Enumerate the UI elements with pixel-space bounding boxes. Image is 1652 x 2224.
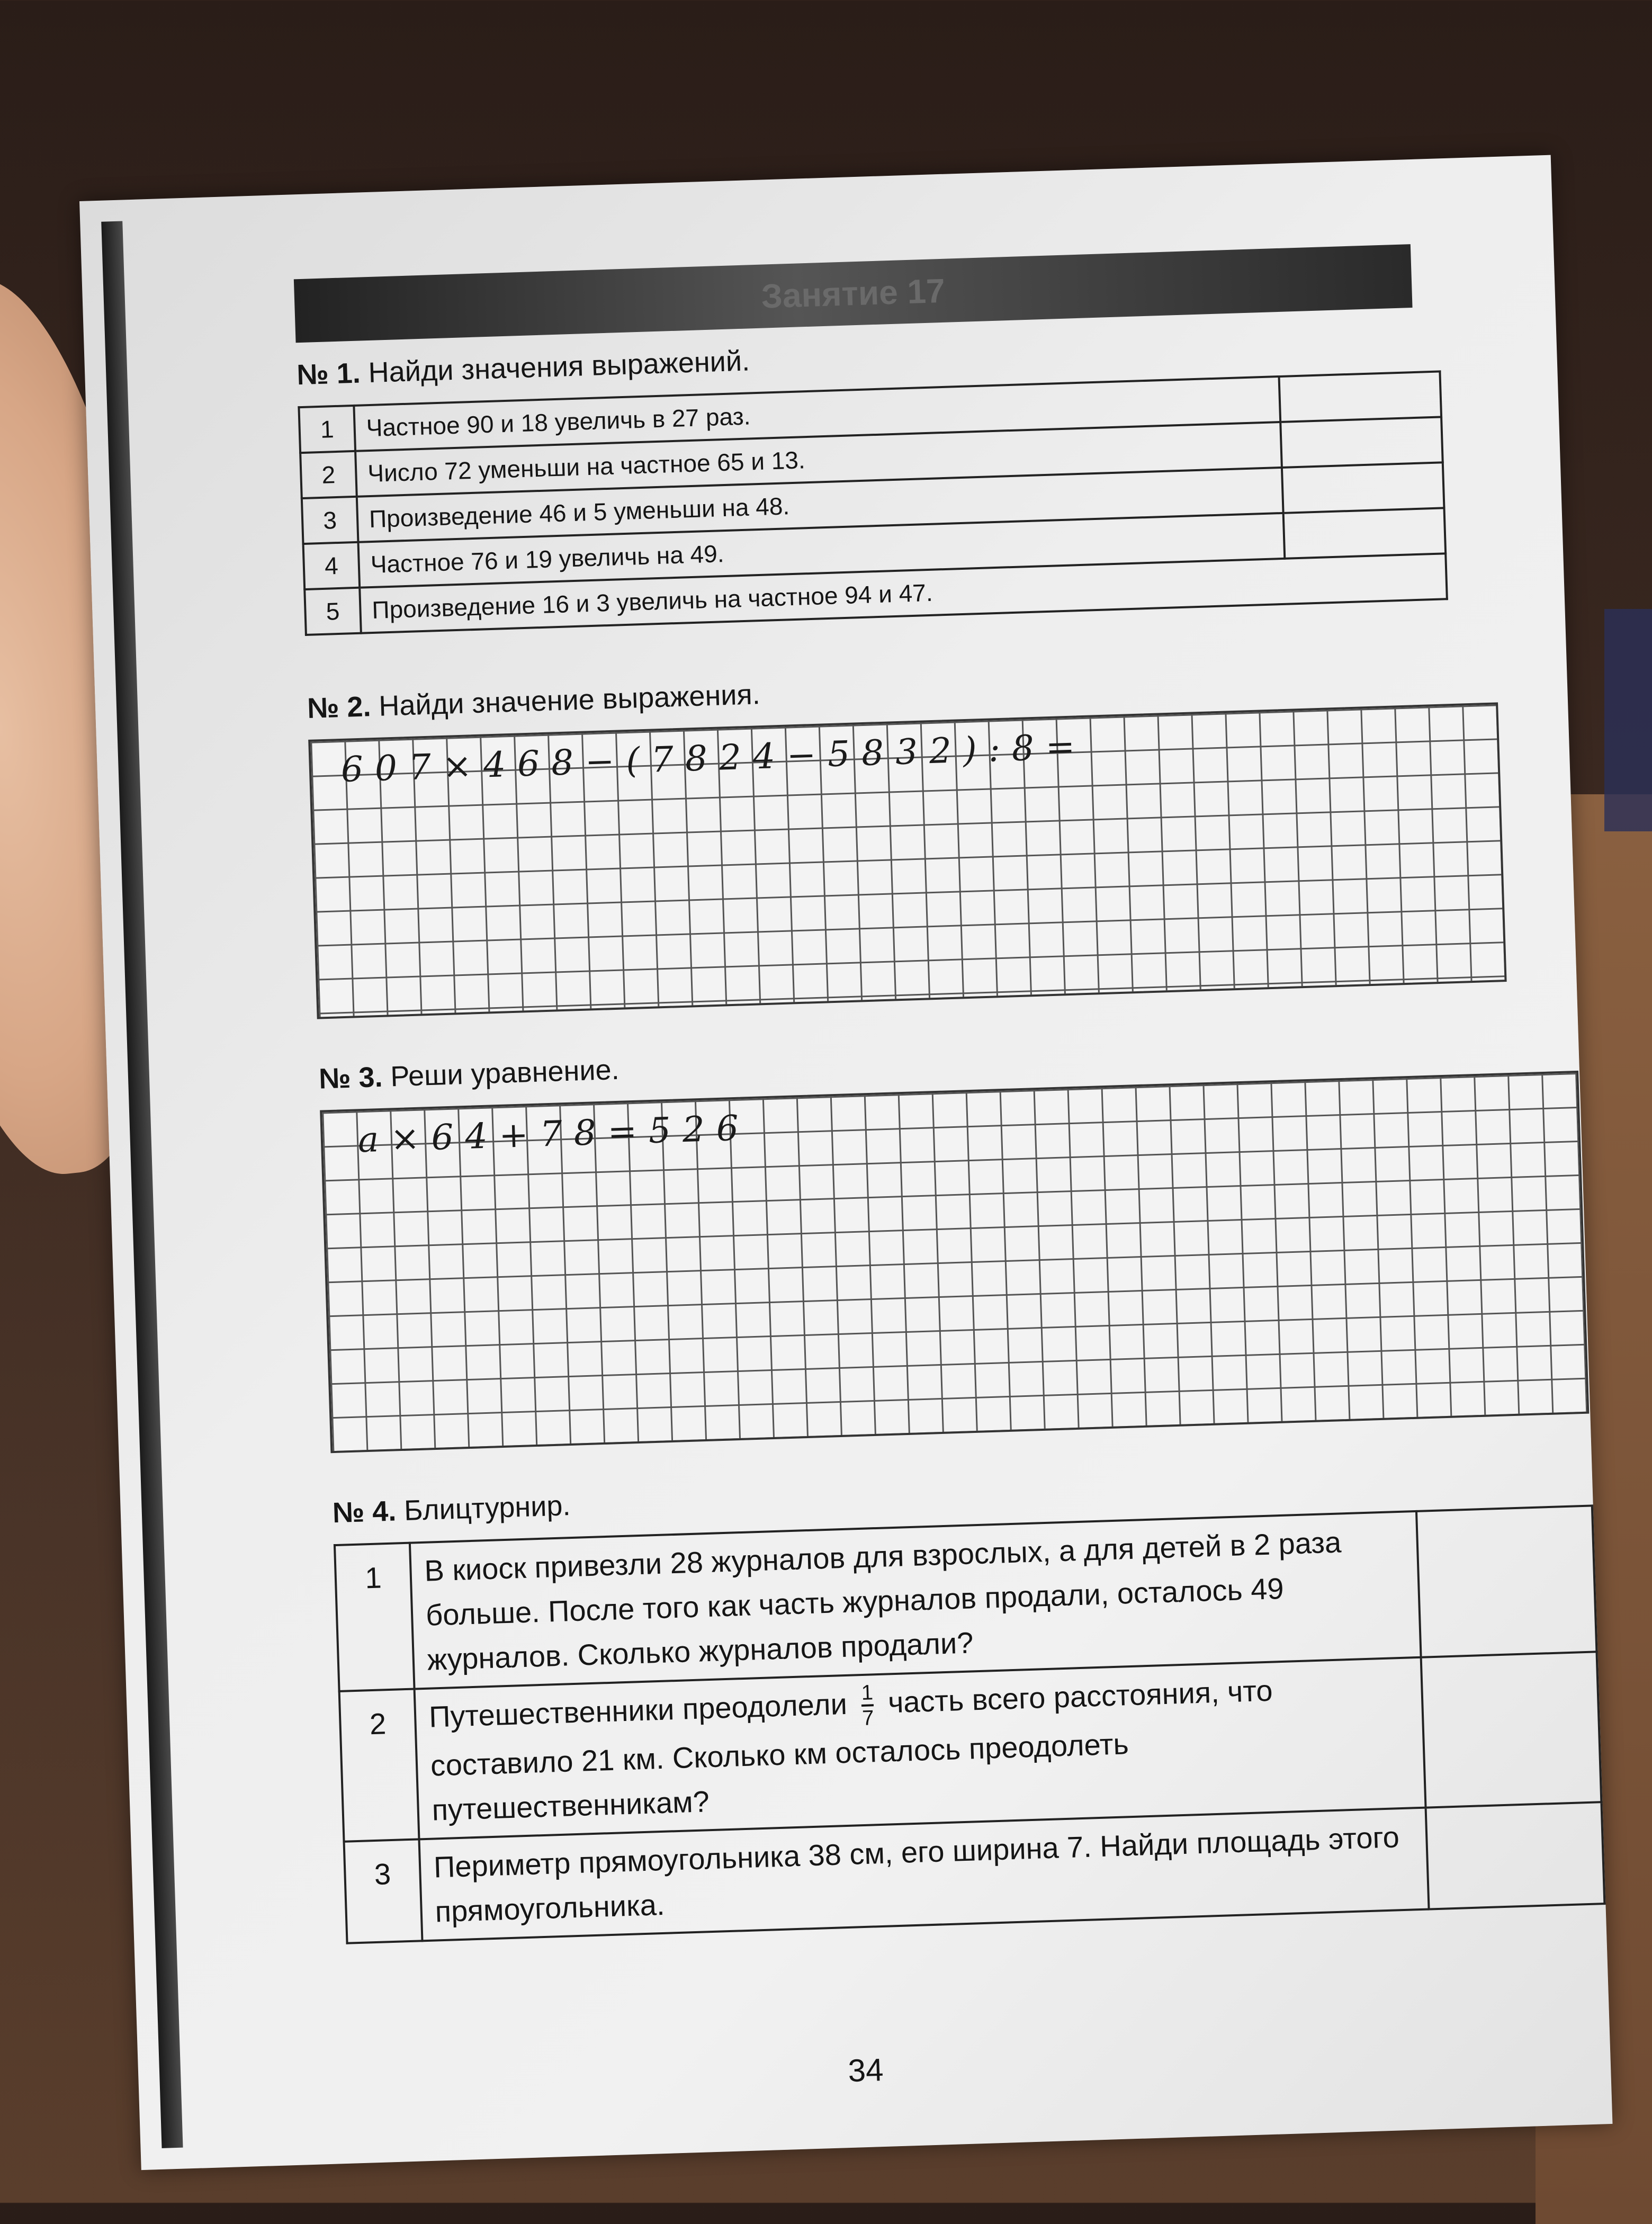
task2-number: № 2. xyxy=(307,690,372,724)
task4-number: № 4. xyxy=(332,1495,397,1529)
row-index: 2 xyxy=(339,1689,419,1842)
fraction-numerator: 1 xyxy=(860,1681,874,1705)
answer-cell[interactable] xyxy=(1283,508,1446,559)
task2-handwritten-expression: 607×468−(7824−5832):8= xyxy=(340,725,1088,790)
task2-heading xyxy=(307,678,760,725)
row-text: Число 72 уменьши на частное 65 и 13. xyxy=(355,422,1282,497)
row-text-after: часть всего расстояния, что составило 21 км. Сколько км осталось преодолеть путешественникам? xyxy=(430,1673,1273,1827)
task1-number: № 1. xyxy=(296,357,361,391)
task4-table xyxy=(334,1504,1606,1944)
lesson-title: Занятие 17 xyxy=(760,271,946,316)
row-text-before: Путешественники преодолели xyxy=(428,1687,848,1734)
worksheet-page xyxy=(79,155,1612,2170)
row-index: 3 xyxy=(344,1840,423,1943)
fraction xyxy=(861,1681,874,1730)
task1-table xyxy=(298,370,1448,636)
lesson-header-bar xyxy=(294,244,1413,343)
task3-handwritten-equation: a×64+78=526 xyxy=(357,1107,751,1161)
task3-title: Реши уравнение. xyxy=(390,1053,620,1093)
row-text: Произведение 46 и 5 уменьши на 48. xyxy=(357,468,1283,542)
answer-cell[interactable] xyxy=(1280,417,1443,468)
row-text: Частное 76 и 19 увеличь на 49. xyxy=(358,513,1285,588)
task1-heading xyxy=(297,344,750,391)
task3-number: № 3. xyxy=(318,1061,383,1095)
row-text: В киоск привезли 28 журналов для взрослых, а для детей в 2 раза больше. После того как часть журналов продали, осталось 49 журналов. Сколько журналов продали? xyxy=(410,1511,1421,1689)
row-text: Периметр прямоугольника 38 см, его ширина 7. Найди площадь этого прямоугольника. xyxy=(419,1808,1429,1941)
page-number: 34 xyxy=(847,2052,884,2089)
row-index: 4 xyxy=(303,542,360,589)
task4-title: Блицтурнир. xyxy=(403,1490,571,1527)
task1-title: Найди значения выражений. xyxy=(367,345,750,389)
answer-cell[interactable] xyxy=(1279,371,1442,422)
row-text: Произведение 16 и 3 увеличь на частное 94 и 47. xyxy=(360,553,1447,633)
task2-title: Найди значение выражения. xyxy=(378,678,761,722)
row-index: 1 xyxy=(299,406,355,453)
background-object xyxy=(1604,609,1652,831)
row-index: 1 xyxy=(335,1543,415,1691)
row-index: 2 xyxy=(300,451,357,498)
answer-cell[interactable] xyxy=(1426,1802,1605,1909)
row-text: Частное 90 и 18 увеличь в 27 раз. xyxy=(354,376,1280,451)
answer-cell[interactable] xyxy=(1416,1505,1597,1657)
row-index: 5 xyxy=(304,588,361,635)
row-index: 3 xyxy=(302,497,358,544)
answer-cell[interactable] xyxy=(1421,1652,1602,1807)
answer-cell[interactable] xyxy=(1282,462,1444,513)
task3-heading xyxy=(318,1053,620,1096)
fraction-denominator: 7 xyxy=(861,1704,874,1730)
task4-heading xyxy=(332,1489,571,1529)
